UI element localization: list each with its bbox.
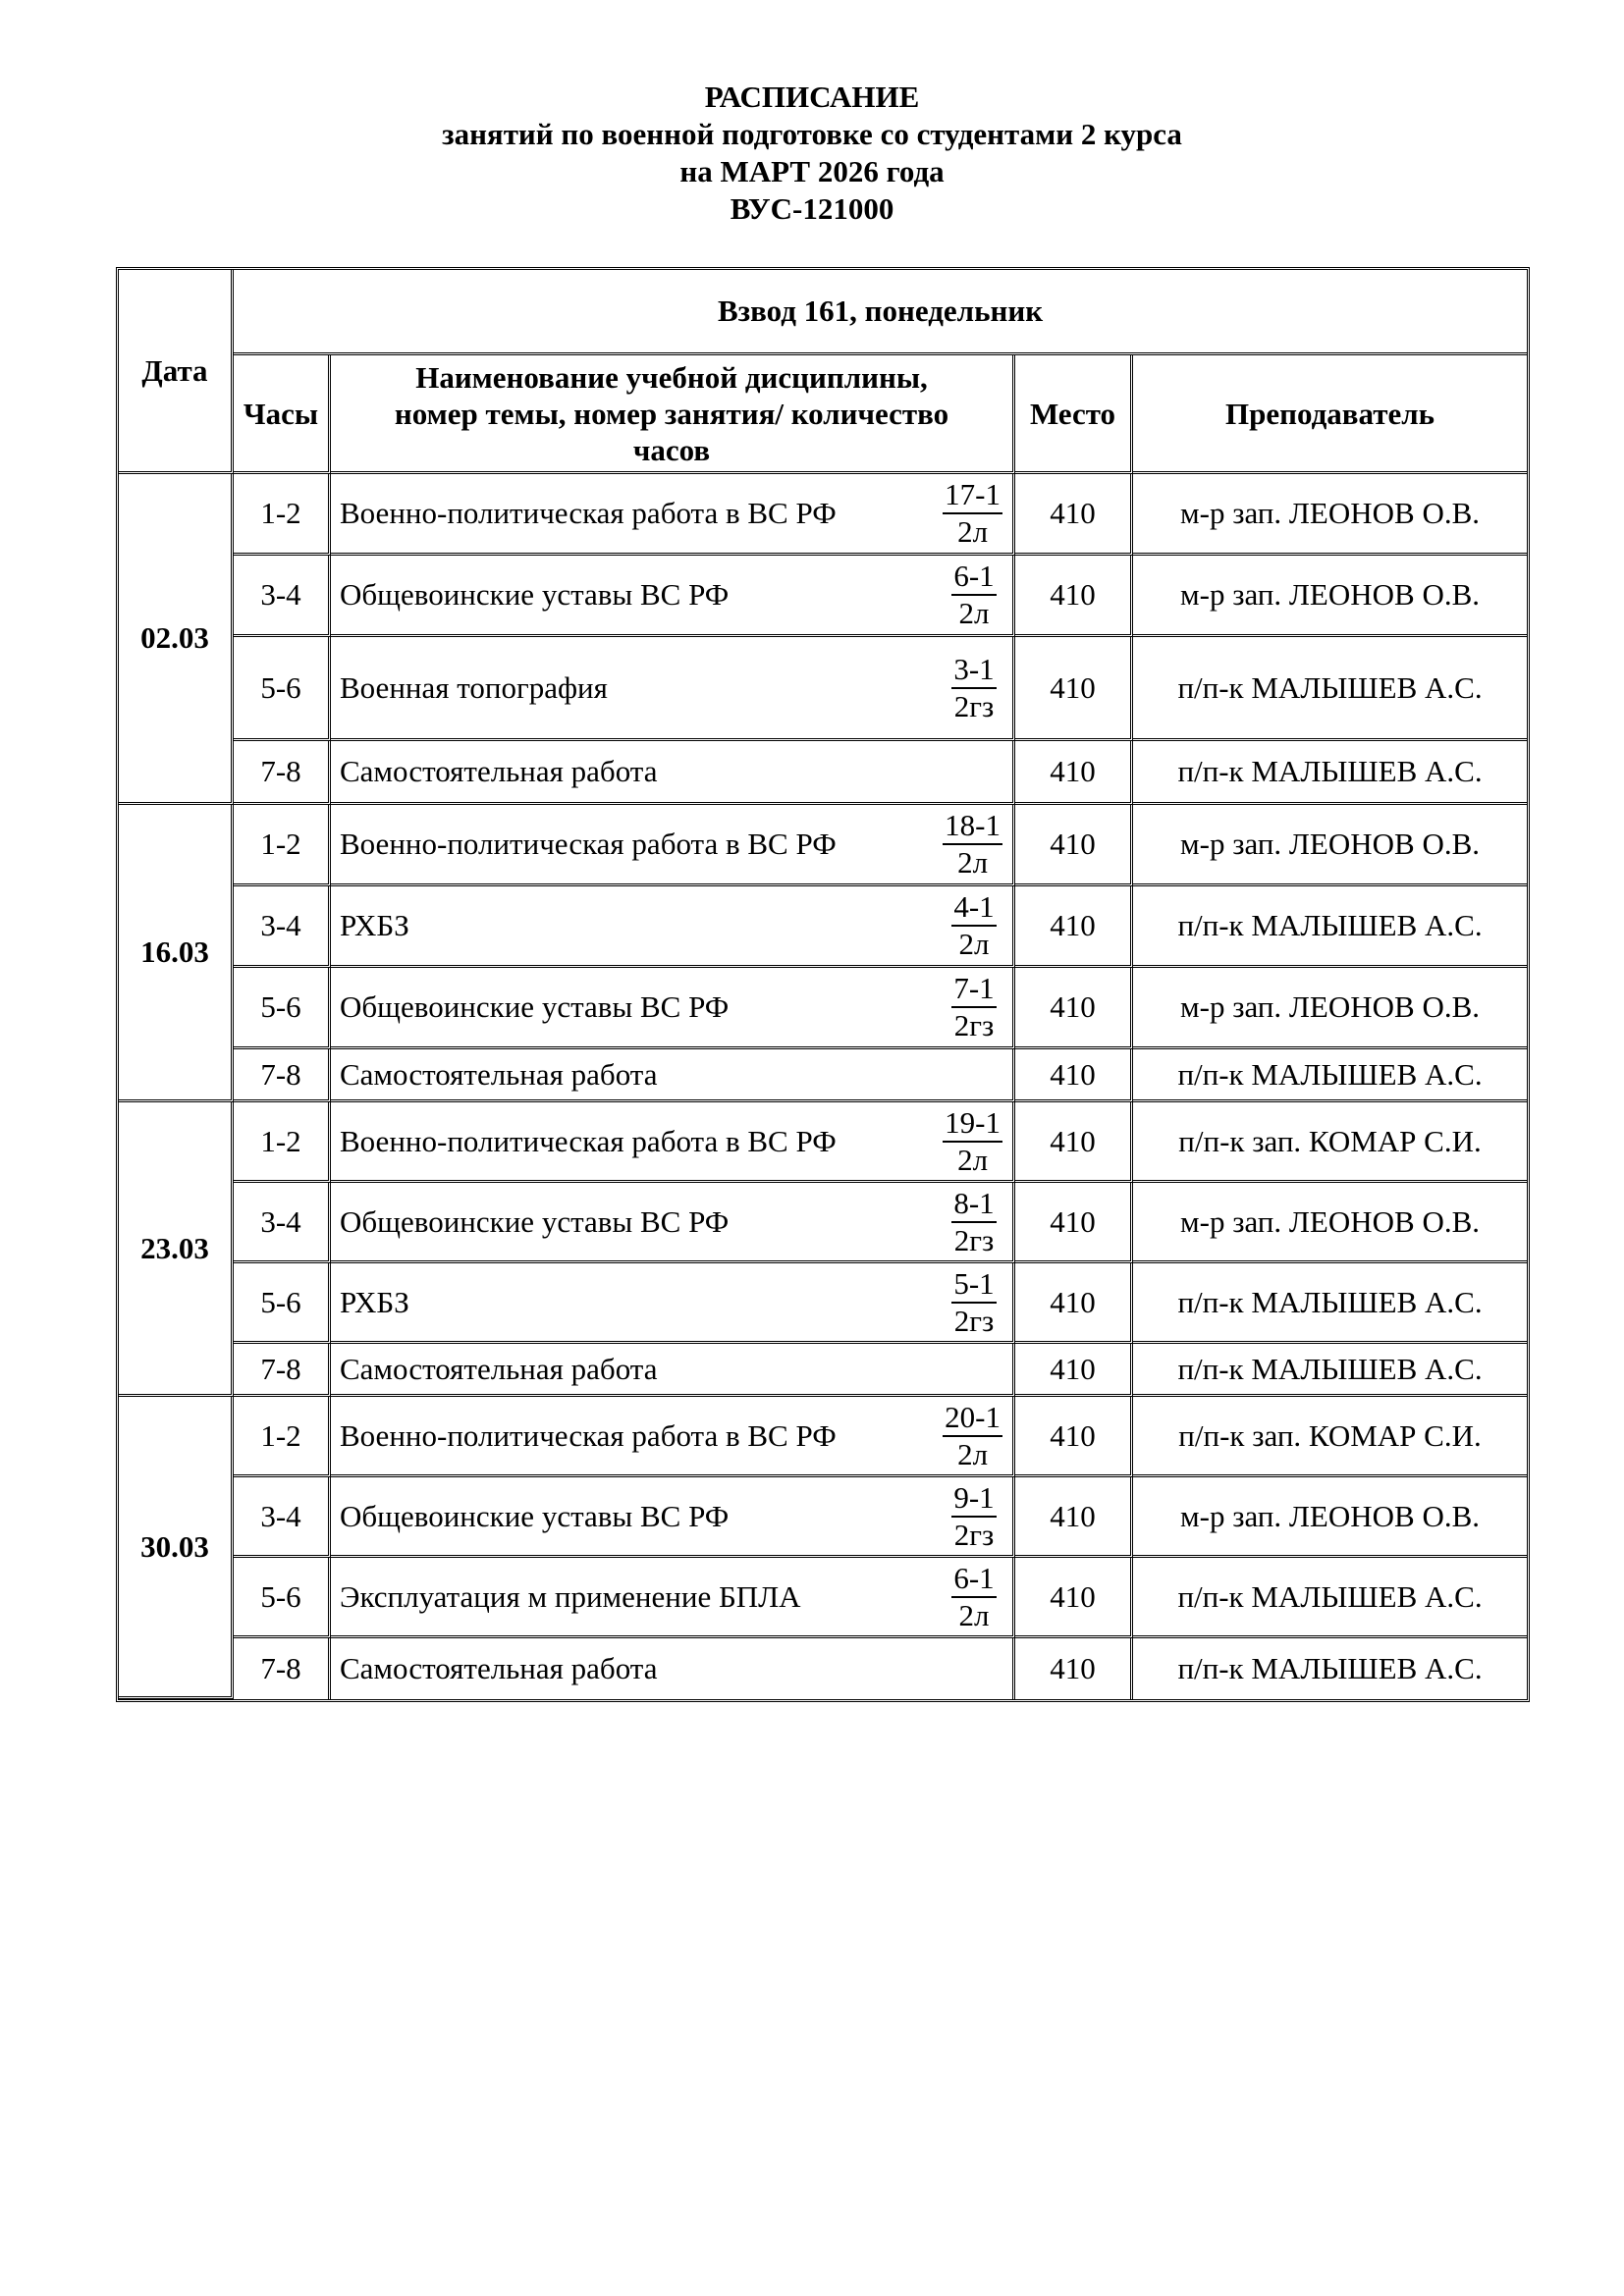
table-row [119,637,1527,741]
discipline-cell [331,968,1015,1049]
discipline-content [331,1266,1012,1339]
hours-cell: 3-4 [234,1477,331,1558]
discipline-content [331,1105,1012,1178]
teacher-cell: м-р зап. ЛЕОНОВ О.В. [1133,1477,1527,1558]
day-group [119,1102,1527,1397]
teacher-cell: п/п-к МАЛЫШЕВ А.С. [1133,1049,1527,1102]
date-cell: 02.03 [119,474,234,805]
hours-cell: 3-4 [234,1183,331,1263]
discipline-cell [331,474,1015,556]
table-row [119,1049,1527,1102]
discipline-name: Самостоятельная работа [340,1651,658,1685]
platoon-header: Взвод 161, понедельник [234,270,1527,355]
hours-type: 2гз [953,1303,995,1338]
hours-type: 2л [958,596,990,630]
place-cell: 410 [1015,886,1133,968]
topic-lesson-fraction [943,1400,1002,1472]
day-group [119,805,1527,1102]
hours-column-header: Часы [234,355,331,474]
discipline-name: Самостоятельная работа [340,754,658,788]
discipline-content [331,1561,1012,1633]
topic-lesson-number: 9-1 [951,1480,996,1518]
discipline-name: Общевоинские уставы ВС РФ [340,577,730,612]
topic-lesson-number: 6-1 [951,1561,996,1598]
topic-lesson-fraction [946,1561,1002,1633]
table-row [119,1397,1527,1477]
teacher-column-header: Преподаватель [1133,355,1527,474]
place-cell: 410 [1015,1477,1133,1558]
hours-type: 2л [957,514,989,549]
hours-cell: 7-8 [234,1344,331,1397]
hours-type: 2л [958,927,990,961]
hours-type: 2л [957,1436,989,1471]
place-cell: 410 [1015,1183,1133,1263]
teacher-cell: п/п-к зап. КОМАР С.И. [1133,1397,1527,1477]
schedule-table-container [116,267,1530,1702]
teacher-cell: п/п-к МАЛЫШЕВ А.С. [1133,1344,1527,1397]
table-row [119,741,1527,805]
discipline-header-line: Наименование учебной дисциплины, [415,359,928,395]
table-row [119,1263,1527,1344]
discipline-cell [331,805,1015,886]
hours-cell: 3-4 [234,556,331,637]
hours-type: 2гз [953,1008,995,1042]
discipline-content [331,889,1012,962]
heading-title: РАСПИСАНИЕ [704,80,920,114]
topic-lesson-fraction [946,1186,1002,1258]
schedule-table [116,267,1530,1702]
heading-month: на МАРТ 2026 года [679,154,945,188]
discipline-cell [331,1102,1015,1183]
hours-type: 2гз [953,1517,995,1552]
discipline-cell [331,1397,1015,1477]
discipline-name: Военно-политическая работа в ВС РФ [340,827,837,861]
discipline-name: Военно-политическая работа в ВС РФ [340,496,837,530]
teacher-cell: п/п-к МАЛЫШЕВ А.С. [1133,637,1527,741]
heading-subtitle: занятий по военной подготовке со студентами 2 курса [442,117,1182,151]
hours-type: 2л [957,845,989,880]
discipline-cell [331,1183,1015,1263]
place-cell: 410 [1015,1102,1133,1183]
discipline-cell [331,1263,1015,1344]
date-cell: 30.03 [119,1397,234,1699]
topic-lesson-number: 5-1 [951,1266,996,1304]
discipline-name: РХБЗ [340,908,409,942]
place-column-header: Место [1015,355,1133,474]
place-cell: 410 [1015,637,1133,741]
discipline-cell [331,556,1015,637]
teacher-cell: п/п-к МАЛЫШЕВ А.С. [1133,741,1527,805]
hours-cell: 7-8 [234,741,331,805]
place-cell: 410 [1015,1397,1133,1477]
table-row [119,1183,1527,1263]
table-row [119,556,1527,637]
teacher-cell: п/п-к зап. КОМАР С.И. [1133,1102,1527,1183]
topic-lesson-fraction [943,808,1002,881]
table-row [119,474,1527,556]
hours-cell: 3-4 [234,886,331,968]
heading-specialty-code: ВУС-121000 [730,191,894,226]
topic-lesson-number: 19-1 [943,1105,1002,1143]
hours-cell: 1-2 [234,1397,331,1477]
topic-lesson-fraction [946,1266,1002,1339]
discipline-content [331,1352,1012,1387]
discipline-content [331,1480,1012,1553]
topic-lesson-number: 6-1 [951,559,996,596]
hours-cell: 1-2 [234,1102,331,1183]
topic-lesson-number: 7-1 [951,971,996,1008]
topic-lesson-fraction [946,652,1002,724]
topic-lesson-number: 17-1 [943,477,1002,514]
table-row [119,1558,1527,1638]
discipline-name: Общевоинские уставы ВС РФ [340,989,730,1024]
teacher-cell: м-р зап. ЛЕОНОВ О.В. [1133,968,1527,1049]
teacher-cell: м-р зап. ЛЕОНОВ О.В. [1133,556,1527,637]
teacher-cell: п/п-к МАЛЫШЕВ А.С. [1133,1263,1527,1344]
place-cell: 410 [1015,1558,1133,1638]
table-row [119,968,1527,1049]
topic-lesson-number: 18-1 [943,808,1002,845]
teacher-cell: м-р зап. ЛЕОНОВ О.В. [1133,1183,1527,1263]
discipline-name: Военно-политическая работа в ВС РФ [340,1123,837,1158]
hours-cell: 5-6 [234,968,331,1049]
teacher-cell: м-р зап. ЛЕОНОВ О.В. [1133,474,1527,556]
discipline-content [331,559,1012,631]
discipline-content [331,1186,1012,1258]
place-cell: 410 [1015,741,1133,805]
hours-type: 2гз [953,1222,995,1257]
discipline-name: Самостоятельная работа [340,1056,658,1092]
place-cell: 410 [1015,556,1133,637]
hours-type: 2л [957,1142,989,1177]
topic-lesson-number: 20-1 [943,1400,1002,1437]
discipline-name: Общевоинские уставы ВС РФ [340,1498,730,1533]
table-row [119,1477,1527,1558]
topic-lesson-fraction [946,559,1002,631]
discipline-cell [331,1049,1015,1102]
discipline-content [331,808,1012,881]
topic-lesson-fraction [946,971,1002,1043]
table-row [119,1638,1527,1699]
hours-cell: 1-2 [234,474,331,556]
topic-lesson-number: 8-1 [951,1186,996,1223]
discipline-name: Эксплуатация м применение БПЛА [340,1578,801,1614]
date-column-header: Дата [119,270,234,474]
date-cell: 23.03 [119,1102,234,1397]
place-cell: 410 [1015,1638,1133,1699]
discipline-cell [331,886,1015,968]
discipline-column-header [331,355,1015,474]
discipline-name: Общевоинские уставы ВС РФ [340,1203,730,1239]
teacher-cell: п/п-к МАЛЫШЕВ А.С. [1133,1558,1527,1638]
topic-lesson-fraction [946,1480,1002,1553]
discipline-header-line: часов [632,432,711,467]
discipline-name: Самостоятельная работа [340,1351,658,1386]
discipline-content [331,1651,1012,1686]
hours-cell: 1-2 [234,805,331,886]
teacher-cell: п/п-к МАЛЫШЕВ А.С. [1177,1651,1483,1685]
topic-lesson-fraction [943,477,1002,550]
hours-type: 2гз [953,688,995,723]
discipline-content [331,1057,1012,1093]
discipline-content [331,971,1012,1043]
hours-type: 2л [958,1597,990,1632]
discipline-name: РХБЗ [340,1284,409,1319]
place-cell: 410 [1015,805,1133,886]
hours-cell: 5-6 [234,637,331,741]
discipline-content [331,652,1012,724]
discipline-cell [331,1344,1015,1397]
table-row [119,805,1527,886]
topic-lesson-fraction [943,1105,1002,1178]
document-heading [0,79,1624,228]
day-group [119,474,1527,805]
place-cell: 410 [1015,474,1133,556]
hours-cell: 5-6 [234,1558,331,1638]
topic-lesson-number: 3-1 [951,652,996,689]
hours-cell: 7-8 [234,1638,331,1699]
day-group [119,1397,1527,1699]
date-cell: 16.03 [119,805,234,1102]
place-cell: 410 [1015,968,1133,1049]
discipline-cell [331,1558,1015,1638]
hours-cell: 5-6 [234,1263,331,1344]
discipline-cell [331,637,1015,741]
table-row [119,1344,1527,1397]
discipline-cell [331,1477,1015,1558]
discipline-content [331,1400,1012,1472]
table-row [119,886,1527,968]
discipline-cell [331,1638,1015,1699]
discipline-content [331,754,1012,789]
teacher-cell: п/п-к МАЛЫШЕВ А.С. [1133,886,1527,968]
table-row [119,1102,1527,1183]
topic-lesson-fraction [946,889,1002,962]
place-cell: 410 [1015,1263,1133,1344]
discipline-header-line: номер темы, номер занятия/ количество [394,396,949,431]
hours-cell: 7-8 [234,1049,331,1102]
place-cell: 410 [1015,1049,1133,1102]
place-cell: 410 [1015,1344,1133,1397]
topic-lesson-number: 4-1 [951,889,996,927]
discipline-name: Военно-политическая работа в ВС РФ [340,1417,837,1453]
teacher-cell: м-р зап. ЛЕОНОВ О.В. [1133,805,1527,886]
discipline-name: Военная топография [340,669,608,705]
discipline-content [331,477,1012,550]
discipline-cell [331,741,1015,805]
